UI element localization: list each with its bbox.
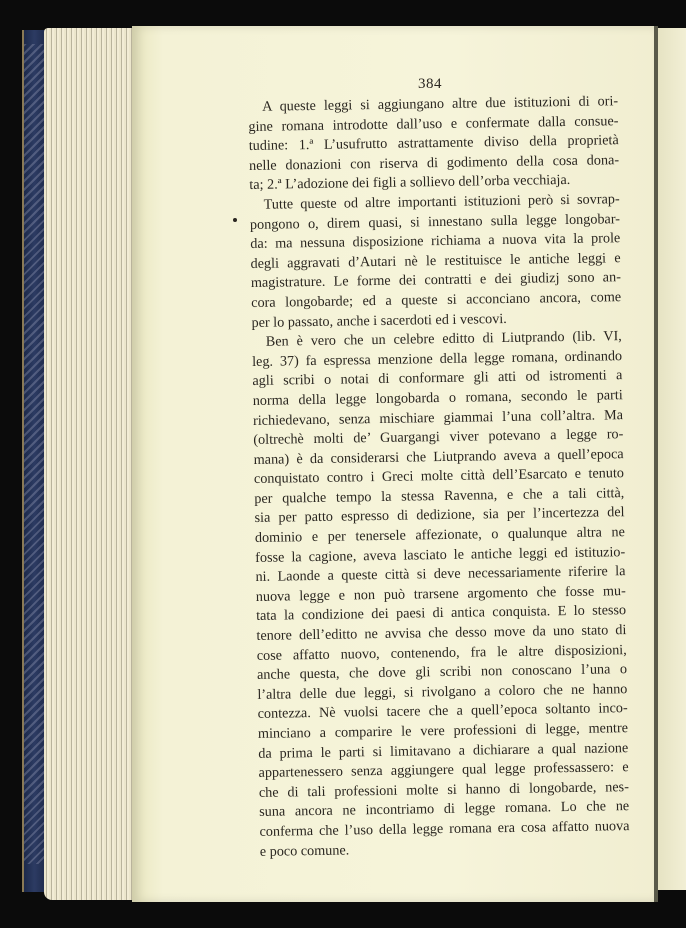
text-line: agli scribi o notai di conformare gli atti od istromenti a <box>252 367 623 390</box>
text-line: per qualche tempo la stessa Ravenna, e che a tali città, <box>254 485 625 507</box>
text-line: tenore dell’editto ne avvisa che desso move da uno stato di <box>256 622 627 644</box>
page-number: 384 <box>418 76 442 92</box>
text-line: richiedevano, senza mischiare giammai l’una coll’altra. Ma <box>252 406 624 429</box>
text-line: (oltrechè molti de’ Guargangi viver potevano a legge ro- <box>253 426 624 449</box>
text-line: Ben è vero che un celebre editto di Liutprando (lib. VI, <box>265 328 622 350</box>
text-line: nuova legge e non può trarsene argomento che fosse mu- <box>255 582 626 605</box>
facing-page-edge <box>658 28 686 890</box>
text-line: pongono o, direm quasi, si innestano sulla legge longobar- <box>249 210 621 233</box>
text-line: tudine: 1.ª L’usufrutto astrattamente diviso della proprietà <box>248 132 619 155</box>
text-line: che di tali professioni molte si hanno di longobarde, nes- <box>258 778 629 801</box>
text-line: contezza. Nè vuolsi tacere che a quell’epoca soltanto inco- <box>257 700 628 723</box>
text-line: anche questa, che dove gli scribi non conoscano l’una o <box>256 661 628 684</box>
text-line: ni. Laonde a queste città si deve necessariamente riferire la <box>255 563 626 586</box>
text-line: Tutte queste od altre importanti istituzioni però si sovrap- <box>263 191 620 213</box>
text-line: suna ancora ne incontriamo di legge romana. Lo che ne <box>259 798 630 821</box>
spine-decoration <box>24 44 44 864</box>
text-line: A queste leggi si aggiungano altre due istituzioni di ori- <box>262 93 619 115</box>
text-line: mana) è da considerarsi che Liutprando aveva a quell’epoca <box>253 445 624 468</box>
text-line: dominio e per tenersele affezionate, o qualunque altra ne <box>254 524 625 547</box>
text-line: nelle donazioni con riserva di godimento della cosa dona- <box>248 151 620 174</box>
text-line: appartenessero senza aggiungere qual legge professassero: e <box>258 759 629 782</box>
text-line: degli aggravati d’Autari nè le restituisce le antiche leggi e <box>250 249 621 272</box>
text-line: cora longobarde; ed a queste si acconciano ancora, come <box>251 289 622 311</box>
text-line: conferma che l’uso della legge romana era cosa affatto nuova <box>259 818 630 840</box>
text-line: per lo passato, anche i sacerdoti ed i vescovi. <box>251 310 507 331</box>
text-line: minciano a comparire le vere professioni di legge, mentre <box>257 720 629 742</box>
text-line: da prima le parti si limitavano a dichiarare a qual nazione <box>258 739 629 762</box>
text-line: cose affatto nuovo, contenendo, fra le altre disposizioni, <box>256 641 627 664</box>
text-line: l’altra delle due leggi, si rivolgano a coloro che ne hanno <box>257 680 628 703</box>
text-line: e poco comune. <box>259 842 350 860</box>
text-line: ta; 2.ª L’adozione dei figli a sollievo dell’orba vecchiaja. <box>249 172 571 194</box>
margin-mark <box>233 218 237 222</box>
text-line: da: ma nessuna disposizione richiama a nuova vita la prole <box>250 230 621 253</box>
text-line: conquistato contro i Greci molte città dell’Esarcato e tenuto <box>253 465 625 488</box>
text-line: magistrature. Le forme dei contratti e dei giudizj sono an- <box>250 269 621 292</box>
text-line: sia per patto espresso di dedizione, sia per l’incertezza del <box>254 504 625 527</box>
text-line: leg. 37) fa espressa menzione della legge romana, ordinando <box>252 347 623 370</box>
text-line: norma della legge longobarda o romana, secondo le parti <box>252 387 623 409</box>
text-line: fosse la cagione, aveva lasciato le antiche leggi ed istituzio- <box>255 543 626 566</box>
page-edges <box>44 28 136 900</box>
text-line: tata la condizione dei paesi di antica conquista. E lo stesso <box>256 602 627 625</box>
page-text <box>248 92 630 862</box>
text-line: gine romana introdotte dall’uso e confermate dalla consue- <box>248 112 619 135</box>
